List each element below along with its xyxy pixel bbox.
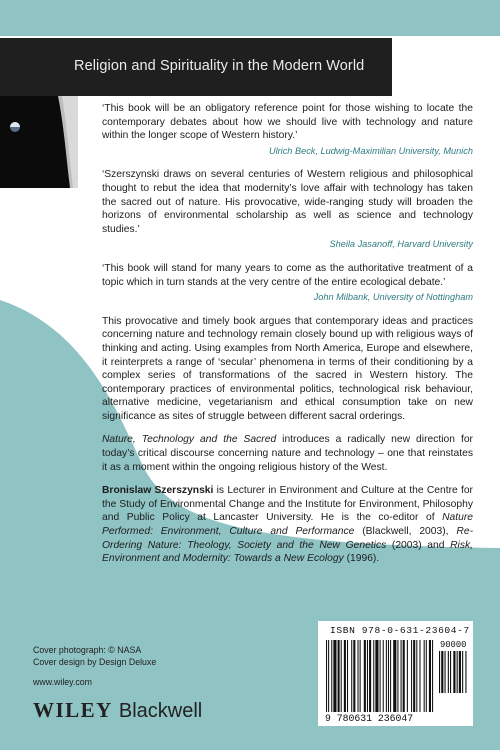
book-title: Nature, Technology and the Sacred — [102, 434, 277, 446]
back-cover-text — [102, 102, 473, 576]
endorsement-attribution: Sheila Jasanoff, Harvard University — [329, 239, 473, 250]
blackwell-wordmark: Blackwell — [118, 700, 203, 722]
endorsement-attribution: Ulrich Beck, Ludwig-Maximilian University, Munich — [268, 145, 473, 156]
price-code: 90000 — [440, 640, 467, 650]
author-bio-text: is Lecturer in Environment and Culture at the Centre for the Study of Environmental Change and the Institute for Environment, Philosophy and Public Policy at Lancaster University. He is the co-editor of — [102, 485, 473, 524]
book-description: This provocative and timely book argues that contemporary ideas and practices concerning nature and technology remain closely bound up with religious ways of thinking and acting. Using examples from North America, Europe and elsewhere, it reinterprets a range of ‘secular’ phenomena in terms of their conditioning by a complex series of transformations of the sacred in Western history. The contemporary practices of environmental politics, technological risk behaviour, alternative medicine, vegetarianism and ethical consumption take on new significance as sites of struggle between different sacral orderings. — [102, 315, 473, 422]
publisher-logo — [33, 698, 202, 723]
author-bio — [102, 484, 473, 566]
ean-digits: 9 780631 236047 — [325, 713, 414, 724]
series-title: Religion and Spirituality in the Modern World — [74, 58, 365, 74]
author-work-title: Risk, Environment and Modernity: Towards a New Ecology — [102, 539, 473, 565]
cover-credits — [33, 644, 156, 668]
endorsement-quote: ‘This book will stand for many years to come as the authoritative treatment of a topic which in turn stands at the very centre of the entire ecological debate.’ — [102, 262, 473, 288]
endorsement-attribution: John Milbank, University of Nottingham — [313, 292, 473, 303]
barcode-panel — [318, 621, 473, 726]
isbn-number: ISBN 978-0-631-23604-7 — [330, 625, 470, 636]
author-work-title: Nature Performed: Environment, Culture and Performance — [102, 512, 473, 538]
endorsement-quote: ‘This book will be an obligatory reference point for those wishing to locate the contemporary debates about how we should live with technology and nature within the longer scope of Western history.’ — [102, 103, 473, 142]
endorsement-quote: ‘Szerszynski draws on several centuries of Western religious and philosophical thought to rebut the idea that modernity’s love affair with technology has taken the sacred out of nature. His provocative, wide-ranging study will broaden the horizons of environmental scholarship as well as science and technology studies.’ — [102, 169, 473, 235]
author-name: Bronislaw Szerszynski — [102, 485, 214, 497]
wiley-wordmark: WILEY — [33, 698, 113, 722]
price-barcode — [439, 651, 469, 693]
direction-text: introduces a radically new direction for today’s critical discourse concerning nature and technology – one that reinstates it as a moment within the ongoing religious history of the West. — [102, 434, 473, 473]
photo-credit: Cover photograph: © NASA — [33, 645, 142, 655]
author-bio-text: (Blackwell, 2003), — [354, 526, 457, 538]
design-credit: Cover design by Design Deluxe — [33, 657, 157, 667]
book-description-direction — [102, 433, 473, 474]
publisher-website: www.wiley.com — [33, 677, 92, 687]
author-bio-text: (2003) and — [386, 539, 451, 551]
moon-earth-photo — [0, 96, 78, 188]
ean-barcode — [326, 640, 436, 714]
author-bio-text: (1996). — [343, 553, 380, 565]
author-work-title: Re-Ordering Nature: Theology, Society and the New Genetics — [102, 526, 473, 551]
